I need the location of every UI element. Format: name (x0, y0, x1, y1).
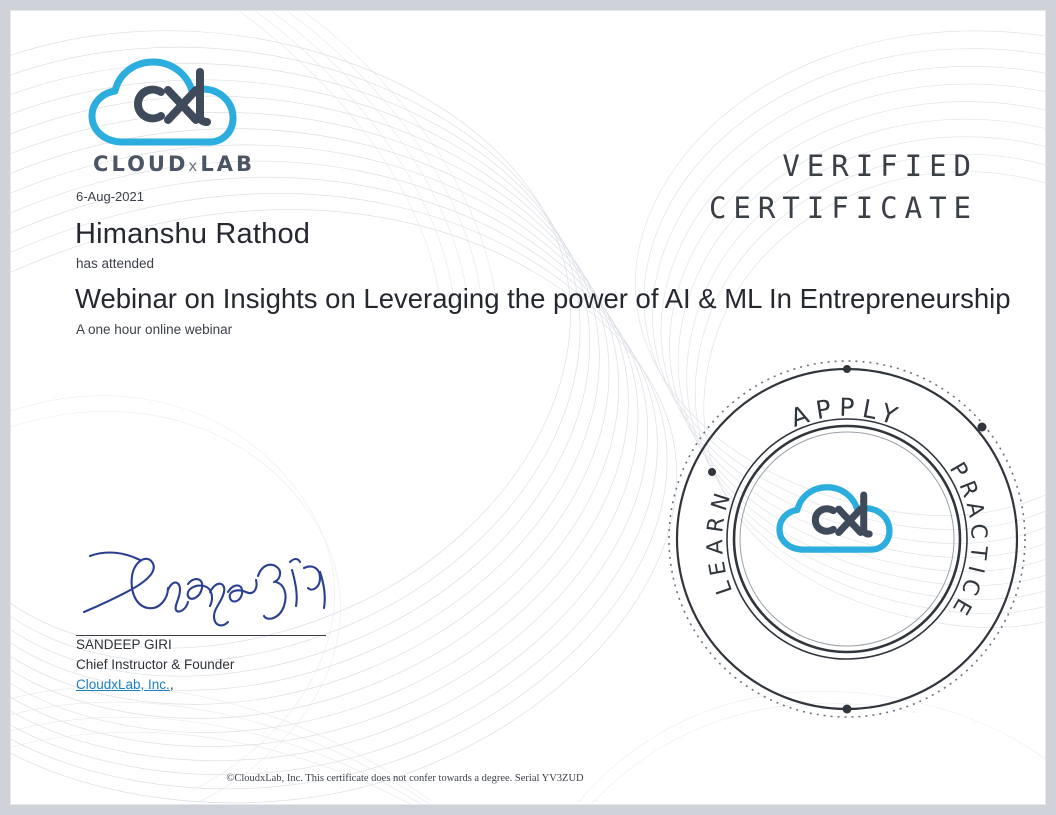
logo-word-lab: LAB (200, 152, 255, 176)
signatory-organization (76, 677, 174, 692)
course-subtitle: A one hour online webinar (76, 322, 233, 337)
verified-line-2: CERTIFICATE (708, 191, 978, 226)
cloudxlab-logo (76, 54, 276, 184)
certificate-seal (664, 356, 1030, 722)
certificate-footer: ©CloudxLab, Inc. This certificate does not confer towards a degree. Serial YV3ZUD (226, 773, 584, 784)
cloud-cxl-seal-icon (779, 487, 889, 549)
logo-word-x: x (188, 157, 201, 175)
seal-word-left: LEARN (703, 484, 738, 598)
logo-wordmark (76, 152, 272, 176)
seal-word-top: APPLY (786, 392, 908, 433)
course-title: Webinar on Insights on Leveraging the power of AI & ML In Entrepreneurship (75, 283, 1011, 314)
signature-handwriting (76, 540, 336, 636)
recipient-name: Himanshu Rathod (75, 218, 311, 250)
attended-label: has attended (76, 256, 155, 271)
organization-suffix: , (169, 677, 174, 692)
organization-link[interactable]: CloudxLab, Inc. (76, 677, 170, 692)
cloud-cxl-logo-icon (76, 54, 276, 154)
signatory-name: SANDEEP GIRI (76, 637, 172, 652)
verified-certificate-heading (709, 145, 978, 229)
signature-divider (76, 635, 326, 636)
verified-line-1: VERIFIED (782, 149, 978, 183)
seal-word-right: PRACTICE (944, 458, 992, 624)
signatory-role: Chief Instructor & Founder (76, 657, 235, 672)
logo-word-cloud: CLOUD (93, 152, 189, 176)
issue-date: 6-Aug-2021 (76, 189, 144, 204)
